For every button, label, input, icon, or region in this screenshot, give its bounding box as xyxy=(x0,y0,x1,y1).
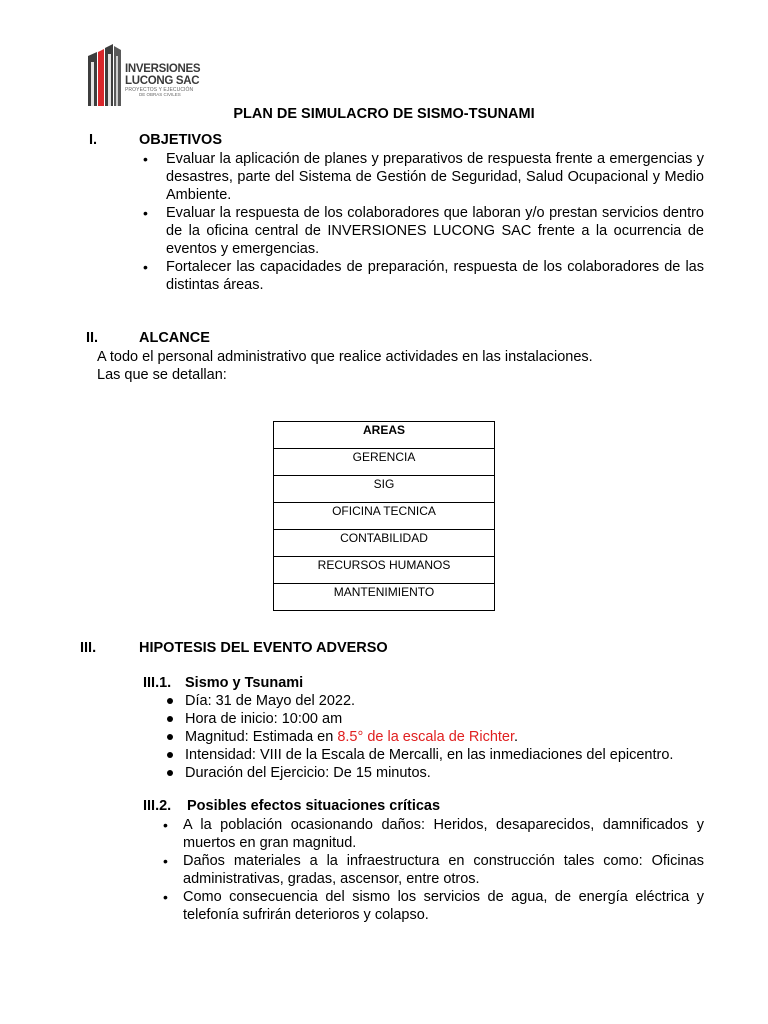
table-header: AREAS xyxy=(274,422,495,449)
list-item: • Fortalecer las capacidades de preparación, respuesta de los colaboradores de las distintas áreas. xyxy=(143,258,704,294)
earthquake-details-list xyxy=(162,692,707,782)
section-3-heading: HIPOTESIS DEL EVENTO ADVERSO xyxy=(139,640,388,656)
scope-line-2: Las que se detallan: xyxy=(97,367,227,383)
magnitude-suffix: . xyxy=(514,729,519,745)
subsection-3-1-heading: Sismo y Tsunami xyxy=(185,675,304,691)
section-1-number: I. xyxy=(89,132,98,148)
list-item: • Como consecuencia del sismo los servicios de agua, de energía eléctrica y telefonía sufrirán deterioros y colapso. xyxy=(160,888,704,924)
company-logo xyxy=(88,44,201,106)
section-1-heading: OBJETIVOS xyxy=(139,132,222,148)
table-row: OFICINA TECNICA xyxy=(274,503,495,530)
table-row: GERENCIA xyxy=(274,449,495,476)
document-title: PLAN DE SIMULACRO DE SISMO-TSUNAMI xyxy=(233,106,535,122)
building-bars-icon xyxy=(88,44,124,106)
table-row: MANTENIMIENTO xyxy=(274,584,495,611)
critical-effects-list xyxy=(160,816,704,924)
table-row: SIG xyxy=(274,476,495,503)
magnitude-prefix: Magnitud: Estimada en xyxy=(185,729,338,745)
logo-subtitle-1: PROYECTOS Y EJECUCIÓN xyxy=(125,87,194,93)
table-row: CONTABILIDAD xyxy=(274,530,495,557)
list-item: • Evaluar la aplicación de planes y preparativos de respuesta frente a emergencias y desastres, parte del Sistema de Gestión de Seguridad, Salud Ocupacional y Medio Ambiente. xyxy=(143,150,704,204)
subsection-3-2-heading: Posibles efectos situaciones críticas xyxy=(187,798,441,814)
logo-line-1: INVERSIONES xyxy=(125,63,201,75)
list-item: • A la población ocasionando daños: Heridos, desaparecidos, damnificados y muertos en gran magnitud. xyxy=(160,816,704,852)
subsection-3-1-number: III.1. xyxy=(143,675,172,691)
areas-table xyxy=(273,421,495,611)
list-item: • Evaluar la respuesta de los colaboradores que laboran y/o prestan servicios dentro de la oficina central de INVERSIONES LUCONG SAC frente a la ocurrencia de eventos y emergencias. xyxy=(143,204,704,258)
magnitude-value: 8.5° de la escala de Richter xyxy=(337,729,515,745)
scope-line-1: A todo el personal administrativo que realice actividades en las instalaciones. xyxy=(97,349,593,365)
list-item: Día: 31 de Mayo del 2022. xyxy=(162,692,707,710)
section-3-number: III. xyxy=(80,640,97,656)
logo-subtitle-2: DE OBRAS CIVILES xyxy=(139,92,181,97)
logo-line-2: LUCONG SAC xyxy=(125,74,200,87)
list-item: • Daños materiales a la infraestructura en construcción tales como: Oficinas administrativas, gradas, ascensor, entre otros. xyxy=(160,852,704,888)
section-2-heading: ALCANCE xyxy=(139,330,210,346)
list-item: Duración del Ejercicio: De 15 minutos. xyxy=(162,764,707,782)
objectives-list xyxy=(143,150,704,294)
list-item-magnitude xyxy=(162,728,707,746)
list-item: Intensidad: VIII de la Escala de Mercalli, en las inmediaciones del epicentro. xyxy=(162,746,707,764)
subsection-3-2-number: III.2. xyxy=(143,798,172,814)
list-item: Hora de inicio: 10:00 am xyxy=(162,710,707,728)
table-row: RECURSOS HUMANOS xyxy=(274,557,495,584)
section-2-number: II. xyxy=(86,330,99,346)
